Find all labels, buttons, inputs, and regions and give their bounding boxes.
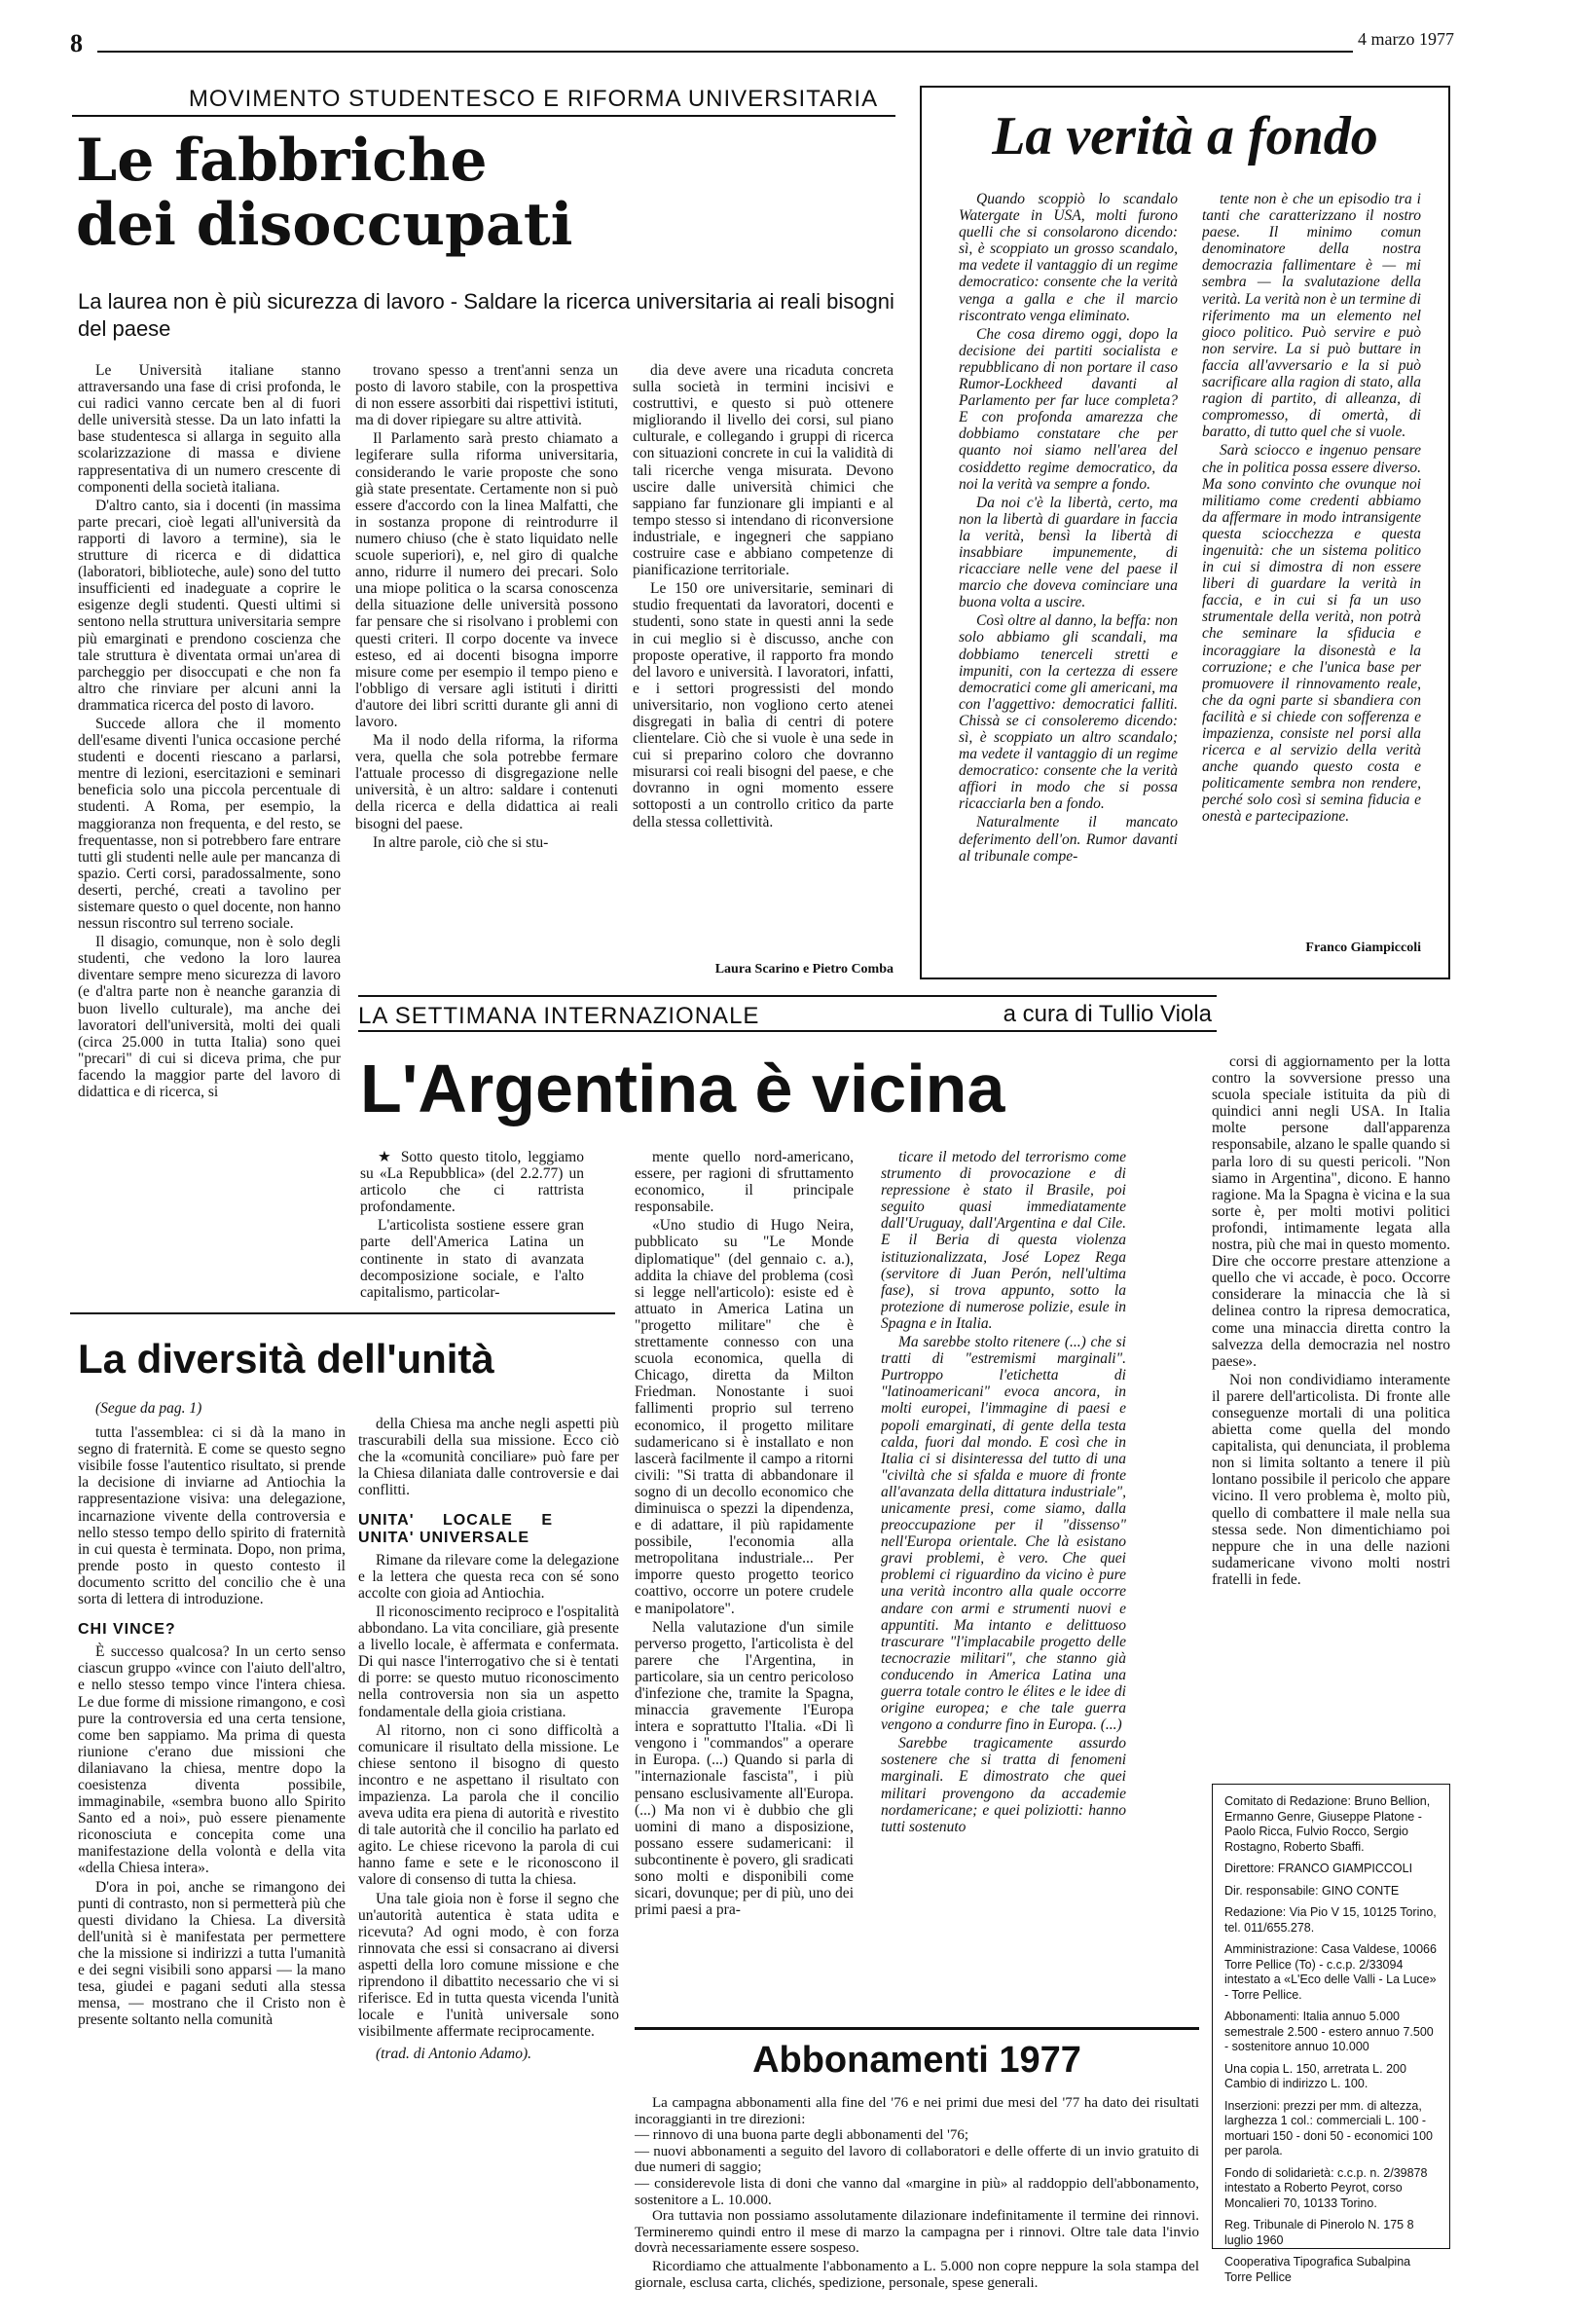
unity-title: La diversità dell'unità	[78, 1336, 494, 1382]
page-number: 8	[70, 29, 83, 57]
paragraph: ★ Sotto questo titolo, leggiamo su «La Repubblica» (del 2.2.77) un articolo che ci rattrista profondamente.	[360, 1149, 584, 1216]
paragraph: In altre parole, ciò che si stu-	[373, 833, 549, 851]
list-item: Redazione: Via Pio V 15, 10125 Torino, tel. 011/655.278.	[1224, 1905, 1437, 1935]
paragraph: Sarebbe tragicamente assurdo sostenere che si tratta di fenomeni marginali. E dimostrato che quei militari provengono da accademie nordamericane; e quei poliziotti: hanno tutti sostenuto	[881, 1735, 1126, 1835]
list-item: Fondo di solidarietà: c.c.p. n. 2/39878 intestato a Roberto Peyrot, corso Moncalieri 70, 10133 Torino.	[1224, 2165, 1428, 2210]
article-title-line1: Le fabbriche	[76, 127, 488, 195]
list-item: Una copia L. 150, arretrata L. 200 Cambio di indirizzo L. 100.	[1224, 2061, 1406, 2090]
unity-column-1	[78, 1400, 346, 2296]
list-item: Comitato di Redazione: Bruno Bellion, Ermanno Genre, Giuseppe Platone - Paolo Ricca, Fulvio Rocco, Sergio Rostagno, Roberto Sbaffi.	[1224, 1794, 1431, 1854]
paragraph: Le Università italiane stanno attraversando una fase di crisi profonda, le cui radici vanno cercate ben al di fuori delle università stesse. Da un lato infatti la base studentesca si allarga in seguito alla scolarizzazione di massa e diviene rappresentativa di un numero crescente di componenti della società italiana.	[78, 362, 341, 496]
subs-top-rule	[635, 2027, 1199, 2030]
paragraph: Sarà sciocco e ingenuo pensare che in politica possa essere diverso. Ma sono convinto che ovunque noi militiamo come credenti abbiamo da affermare in modo intransigente questa sciocchezza e questa ingenuità: che un sistema politico in cui si dimostra di non essere liberi di guardare la verità in faccia, e in cui si fa un uso strumentale della verità, non potrà che seminare la sfiducia e incoraggiare la disonestà e la corruzione; e che l'unica base per promuovere il rinnovamento reale, che da ogni parte si sbandiera con facilità e si chiede con sofferenza e impazienza, consiste nel porsi alla ricerca e al servizio della verità anche quando questo costa e politicamente sembra non rendere, perché solo così si semina fiducia e onestà e partecipazione.	[1202, 442, 1421, 826]
article-subtitle: La laurea non è più sicurezza di lavoro - Saldare la ricerca universitaria ai reali bisogni del paese	[78, 289, 894, 341]
paragraph: Da noi c'è la libertà, certo, ma non la libertà di guardare in faccia la verità, bensì la libertà di insabbiare impunemente, di ricacciare nelle vene del paese il marcio che doveva cominciare una buona volta a uscire.	[959, 494, 1178, 611]
article-kicker: MOVIMENTO STUDENTESCO E RIFORMA UNIVERSITARIA	[188, 86, 879, 112]
article1-column-3	[633, 362, 894, 946]
article1-signature: Laura Scarino e Pietro Comba	[714, 962, 894, 977]
intl-mid-rule	[358, 1030, 1217, 1032]
intl-top-rule	[358, 995, 1217, 997]
list-item: Cooperativa Tipografica Subalpina Torre Pellice	[1224, 2255, 1411, 2284]
unity-column-2	[358, 1416, 619, 2296]
paragraph: Nella valutazione d'un simile perverso progetto, l'articolista è del parere che l'Argentina, in particolare, sia un centro pericoloso d'infezione che, tramite la Spagna, minaccia gravemente l'Europa intera e soprattutto l'Italia. «Di lì vengono i "commandos" a operare in Europa. (...) Quando si parla di "internazionale fascista", i più pensano esclusivamente all'Europa. (...) Ma non vi è dubbio che gli uomini di mano a disposizione, possano essere sudamericani: il subcontinente è povero, gli sradicati sono molti e disponibili come sicari, dovunque; per di più, uno dei primi paesi a pra-	[635, 1618, 854, 1919]
masthead-box	[1212, 1784, 1450, 2284]
paragraph: Una tale gioia non è forse il segno che un'autorità autentica è stata udita e ricevuta? Ad ogni modo, è con forza rinnovata che essi si consacrano ai diversi aspetti della loro comune missione e che riprendono il dibattito necessario che vi si riferisce. Ed in tutta questa vicenda l'unità locale e l'unità universale sono visibilmente affermate reciprocamente.	[358, 1890, 619, 2041]
unity-follow-note: (Segue da pag. 1)	[95, 1400, 202, 1417]
editorial-signature: Franco Giampiccoli	[1305, 941, 1421, 955]
paragraph: È successo qualcosa? In un certo senso ciascun gruppo «vince con l'aiuto dell'altro, e nello stesso tempo vince l'intera chiesa. Le due forme di missione rimangono, e così pure la controversia ed una certa tensione, come ben sappiamo. Ma prima di questa riunione c'erano due missioni che dilaniavano la chiesa, mentre dopo la coesistenza diventa possibile, immaginabile, «sembra buono allo Spirito Santo ed a noi», può essere pienamente riconosciuta e concepita come una manifestazione della volontà e della vita «della Chiesa intera».	[78, 1643, 346, 1877]
paragraph: Rimane da rilevare come la delegazione e la lettera che questa reca con sé sono accolte con gioia ad Antiochia.	[358, 1551, 619, 1602]
intl-title: L'Argentina è vicina	[360, 1051, 1005, 1126]
paragraph: tente non è che un episodio tra i tanti che caratterizzano il nostro paese. Il minimo comun denominatore della nostra democrazia fallimentare è — mi sembra — la svalutazione della verità. La verità non è un termine di riferimento ma un elemento nel gioco politico. Può servire e può non servire. La si può buttare in faccia all'avversario e la si può sacrificare alla ragion di stato, alla ragion di partito, di alleanza, di compromesso, di omertà, di baratto, di tutto quel che si vuole.	[1202, 191, 1421, 441]
paragraph: dia deve avere una ricaduta concreta sulla società in termini incisivi e costruttivi, e questo si può ottenere migliorando il livello dei corsi, sul piano culturale, e collegando i gruppi di ricerca con situazioni concrete in cui la validità di tali ricerche venga misurata. Devono uscire dalle università chimici che sappiano far funzionare gli impianti e al tempo stesso si intendano di riconversione industriale, e ingegneri che sappiano costruire case e abbiano competenze di pianificazione territoriale.	[633, 362, 894, 579]
paragraph: L'articolista sostiene essere gran parte dell'America Latina un continente in stato di avanzata decomposizione sociale, e l'alto capitalismo, particolar-	[360, 1217, 584, 1301]
unity-translator: (trad. di Antonio Adamo).	[376, 2046, 532, 2063]
paragraph: trovano spesso a trent'anni senza un posto di lavoro stabile, con la prospettiva di non essere assorbiti dai rispettivi istituti, ma di dover ripiegare su altre attività.	[355, 362, 618, 429]
article-title-line2: dei disoccupati	[76, 191, 573, 259]
paragraph: ticare il metodo del terrorismo come strumento di provocazione e di repressione è stato il Brasile, poi seguito quasi immediatamente dall'Uruguay, dall'Argentina e dal Cile. E il Beria di questa violenza istituzionalizzata, José Lopez Rega (servitore di Juan Perón, nell'ultima fase), si trova appunto, sotto la protezione di numerose polizie, esule in Spagna e in Italia.	[881, 1149, 1126, 1332]
list-item: — nuovi abbonamenti a seguito del lavoro di collaboratori e delle offerte di un invio gratuito di due numeri di saggio;	[635, 2143, 1199, 2176]
paragraph: Così oltre al danno, la beffa: non solo abbiamo gli scandali, ma dobbiamo tenerceli stretti e impuniti, con la certezza di essere democratici come gli americani, ma con l'aggettivo: democratici falliti. Chissà se ci consoleremo dicendo: sì, è scoppiato un altro scandalo; ma vedete il vantaggio di un regime democratico: consente che la verità affiori in modo che si possa ricacciarla ben a fondo.	[959, 612, 1178, 813]
paragraph: «Uno studio di Hugo Neira, pubblicato su "Le Monde diplomatique" (del gennaio c. a.), addita la chiave del problema (così si legge nell'articolo): esiste ed è attuato in America Latina un "progetto militare" che è strettamente connesso con una scuola economica, quella di Chicago, diretta da Milton Friedman. Nonostante i suoi fallimenti proprio sul terreno economico, il progetto militare sudamericano si è installato e non lascerà facilmente il campo a ritorni civili: "Si tratta di abbandonare il sogno di un decollo economico che diminuisca o spezzi la dipendenza, e di adattare, il più rapidamente possibile, l'economia alla metropolitana industriale... Per imporre questo progetto teorico coattivo, occorre un potere crudele e manipolatore".	[635, 1217, 854, 1617]
paragraph: della Chiesa ma anche negli aspetti più trascurabili della sua missione. Ecco ciò che la «comunità conciliare» può fare per la Chiesa dilaniata dalle controversie e dai conflitti.	[358, 1416, 619, 1499]
paragraph: Al ritorno, non ci sono difficoltà a comunicare il risultato della missione. Le chiese sentono il bisogno di questo incontro e ne aspettano il risultato con impazienza. La parola che il concilio aveva udita era piena di autorità e rivestito di tale autorità che il concilio ha parlato ed agito. Le chiese ricevono la parola di cui hanno fame e sete e le riconoscono il valore di consenso di tutta la chiesa.	[358, 1721, 619, 1889]
paragraph: Il riconoscimento reciproco e l'ospitalità abbondano. La vita conciliare, già presente a livello locale, è affermata e confermata. Di qui nasce l'interrogativo che si è tentati di porre: se questo mutuo riconoscimento nella controversia non sia un aspetto fondamentale della gioia cristiana.	[358, 1603, 619, 1720]
list-item: Reg. Tribunale di Pinerolo N. 175 8 luglio 1960	[1224, 2218, 1414, 2247]
list-item: Abbonamenti: Italia annuo 5.000 semestrale 2.500 - estero annuo 7.500 - sostenitore annuo 10.000	[1224, 2010, 1434, 2053]
paragraph: Succede allora che il momento dell'esame diventi l'unica occasione perché studenti e docenti riescano a parlarsi, mentre di lezioni, esercitazioni e seminari beneficia solo una piccola percentuale di studenti. A Roma, per esempio, la maggioranza non frequenta, e del resto, se frequentasse, non si potrebbero fare entrare tutti gli studenti nelle aule per mancanza di spazio. Certi corsi, paradossalmente, sono deserti, perché, creati a tavolino per sistemare questo o quel docente, non hanno nessun riscontro sul terreno sociale.	[78, 715, 341, 933]
list-item: — considerevole lista di doni che vanno dal «margine in più» al raddoppio dell'abbonamento, sostenitore a L. 10.000.	[635, 2175, 1199, 2208]
intl-section-title: LA SETTIMANA INTERNAZIONALE	[358, 1003, 760, 1029]
unity-top-rule	[70, 1312, 615, 1314]
subs-para-2: Ora tuttavia non possiamo assolutamente dilazionare indefinitamente il termine dei rinnovi. Termineremo quindi entro il mese di marzo la campagna per i rinnovi. Oltre tale data l'invio dovrà necessariamente essere sospeso.	[635, 2208, 1199, 2257]
intl-curator: a cura di Tullio Viola	[1003, 1001, 1212, 1027]
paragraph: Ma sarebbe stolto ritenere (...) che si tratti di "estremismi marginali". Purtroppo l'etichetta di "latinoamericani" evoca ancora, in molti europei, l'immagine di paesi e popoli emarginati, di gente della testa calda, fuori dal mondo. E così che in Italia ci si disinteressa del tutto di una "civiltà che si sfalda e muore di fronte all'avanzata della dittatura industriale", unicamente presi, come siamo, dalla preoccupazione per il "dissenso" nell'Europa orientale. Che là esistano gravi problemi, è vero. Che quei problemi ci riguardino da vicino è pure una verità incontro alla quale occorre andare con armi e strumenti nuovi e appuntiti. Ma intanto e delittuoso trascurare "l'implacabile progetto delle tecnocrazie militari", che stanno già conducendo in America Latina una guerra totale contro le élites e le idee di origine europea; e che tale guerra vengono a condurre fino in Europa. (...)	[881, 1334, 1126, 1734]
editorial-title: La verità a fondo	[992, 106, 1378, 166]
unity-subhead-2: UNITA' LOCALE E UNITA' UNIVERSALE	[358, 1512, 553, 1546]
article-title	[76, 129, 894, 257]
unity-subhead-1: CHI VINCE?	[78, 1621, 176, 1639]
issue-date: 4 marzo 1977	[1358, 29, 1454, 49]
intl-intro-column-2	[635, 1149, 854, 2025]
subs-body	[635, 2095, 1199, 2319]
article1-column-2	[355, 362, 618, 995]
list-item: Amministrazione: Casa Valdese, 10066 Torre Pellice (To) - c.c.p. 2/33094 intestato a «L'Eco delle Valli - La Luce» - Torre Pellice.	[1224, 1942, 1437, 2002]
paragraph: Il disagio, comunque, non è solo degli studenti, che vedono la loro laurea diventare sempre meno sicurezza di lavoro (e d'altra parte non è neanche garanzia di buon livello culturale), ma anche dei lavoratori dell'università, molti dei quali (circa 25.000 in tutta Italia) sono quei "precari" di cui si diceva prima, che pur facendo la maggior parte del lavoro di didattica e di ricerca, si	[78, 934, 341, 1101]
paragraph: Ma il nodo della riforma, la riforma vera, quella che sola potrebbe fermare l'attuale processo di disgregazione nelle università, è un altro: saldare i contenuti della ricerca e della didattica ai reali bisogni del paese.	[355, 732, 618, 832]
intl-column-3	[881, 1149, 1126, 2025]
paragraph: Naturalmente il mancato deferimento dell'on. Rumor davanti al tribunale compe-	[959, 814, 1178, 865]
paragraph: Che cosa diremo oggi, dopo la decisione dei partiti socialista e repubblicano di non portare il caso Rumor-Lockheed davanti al Parlamento per far luce completa? E con profonda amarezza che dobbiamo constatare che per quanto noi siamo nell'area del cosiddetto regime democratico, da noi la verità va sempre a fondo.	[959, 325, 1178, 493]
subs-items	[635, 2127, 1199, 2208]
list-item: Direttore: FRANCO GIAMPICCOLI	[1224, 1862, 1413, 1875]
paragraph: Noi non condividiamo interamente il parere dell'articolista. Di fronte alle conseguenze mortali di una politica abietta come quella del mondo capitalista, qui denunciata, il problema non si limita soltanto a tenere il più lontano possibile il pericolo che appare vicino. Il vero problema è, molto più, quello di combattere il male nella sua stessa sede. Non dimentichiamo poi neppure che in una delle nazioni sudamericane vivono molti nostri fratelli in fede.	[1212, 1371, 1450, 1588]
paragraph: D'altro canto, sia i docenti (in massima parte precari, cioè legati all'università da rapporti di lavoro a termine), sia le strutture di ricerca e di didattica (laboratori, biblioteche, aule) sono del tutto insufficienti ed inadeguate a coprire le esigenze degli studenti. Questi ultimi si sentono nella struttura universitaria sempre più emarginati e prendono coscienza che tale struttura è diventata ormai un'area di parcheggio per disoccupati e che non fa altro che rinviare per alcuni anni la drammatica ricerca del posto di lavoro.	[78, 497, 341, 714]
paragraph: mente quello nord-americano, essere, per ragioni di sfruttamento economico, il principale responsabile.	[635, 1149, 854, 1216]
kicker-rule	[72, 115, 895, 117]
paragraph: Quando scoppiò lo scandalo Watergate in USA, molti furono quelli che si consolarono dicendo: sì, è scoppiato un grosso scandalo, ma vedete il vantaggio di un regime democratico: consente che la verità venga a galla e che il marcio riscontrato venga eliminato.	[959, 191, 1178, 324]
subs-title: Abbonamenti 1977	[752, 2040, 1081, 2081]
paragraph: D'ora in poi, anche se rimangono dei punti di contrasto, non si permetterà più che questi dividano la Chiesa. La diversità dell'unità si è manifestata per permettere che la missione si indirizzi a tutta l'umanità e dei segni visibili sono apparsi — la mano tesa, giudei e pagani seduti alla stessa mensa, — mostrano che il Cristo non è presente soltanto nella comunità	[78, 1878, 346, 2029]
header-rule	[97, 51, 1353, 53]
article1-column-1	[78, 362, 341, 1285]
subs-para-3: Ricordiamo che attualmente l'abbonamento a L. 5.000 non copre neppure la sola stampa del giornale, esclusa carta, clichés, spedizione, personale, spese generali.	[635, 2258, 1199, 2291]
intl-column-4	[1212, 1053, 1450, 1774]
paragraph: Le 150 ore universitarie, seminari di studio frequentati da lavoratori, docenti e studenti, sono state in questi anni la sede in cui meglio si è discusso, anche con proposte operative, il rapporto fra mondo del lavoro e università. I lavoratori, infatti, e i settori progressisti del mondo universitario, non vogliono certo atenei disgregati in balìa di centri di potere clientelare. Ciò che si vuole è una sede in cui si preparino coloro che dovranno misurarsi coi reali bisogni del paese, e che dovranno in ogni momento essere sottoposti a un controllo critico da parte della stessa collettività.	[633, 580, 894, 830]
subs-intro: La campagna abbonamenti alla fine del '76 e nei primi due mesi del '77 ha dato dei risultati incoraggianti in tre direzioni:	[635, 2095, 1199, 2127]
paragraph: Il Parlamento sarà presto chiamato a legiferare sulla riforma universitaria, considerando le varie proposte che sono già state presentate. Certamente non si può essere d'accordo con la linea Malfatti, che in sostanza propone di reintrodurre il numero chiuso (che è stato liquidato nelle scuole superiori), e, nel giro di qualche anno, ridurre il numero dei precari. Solo una miope politica o la scarsa conoscenza della situazione delle università possono far pensare che si risolvano i problemi con questi criteri. Il corpo docente va invece esteso, ed ai docenti bisogna imporre misure come per esempio il tempo pieno e l'obbligo di versare agli istituti i diritti d'autore dei libri scritti durante gli anni di lavoro.	[355, 430, 618, 730]
intl-intro-column-1	[360, 1149, 584, 1305]
editorial-column-2	[1202, 191, 1421, 931]
paragraph: corsi di aggiornamento per la lotta contro la sovversione presso una scuola speciale istituita da più di quindici anni negli USA. In Italia molte persone dall'apparenza responsabile, alzano le spalle quando si parla loro di su questi pericoli. "Non siamo in Argentina", dicono. E hanno ragione. Ma la Spagna è vicina e la sua sorte è, per molti motivi politici profondi, intimamente legata alla nostra, più che mai in questo momento. Dire che occorre prestare attenzione a quello che vi accade, è poco. Occorre considerare la minaccia che là si delinea contro la ripresa democratica, come una minaccia diretta contro la salvezza della democrazia nel nostro paese».	[1212, 1053, 1450, 1370]
list-item: Inserzioni: prezzi per mm. di altezza, larghezza 1 col.: commerciali L. 100 - mortuari 150 - doni 50 - economici 100 per parola.	[1224, 2098, 1434, 2158]
paragraph: tutta l'assemblea: ci si dà la mano in segno di fraternità. E come se questo segno visibile fosse l'autentico risultato, si prende la decisione di inviarne ad Antiochia la rappresentazione visiva: una delegazione, incarnazione vivente della controversia e nello stesso tempo dello spirito di fraternità in cui questa è terminata. Dopo, non prima, prende posto in questo contesto il documento scritto del concilio che è una sorta di lettera di introduzione.	[78, 1424, 346, 1608]
editorial-column-1	[959, 191, 1178, 950]
list-item: — rinnovo di una buona parte degli abbonamenti del '76;	[635, 2127, 969, 2144]
list-item: Dir. responsabile: GINO CONTE	[1224, 1883, 1400, 1898]
